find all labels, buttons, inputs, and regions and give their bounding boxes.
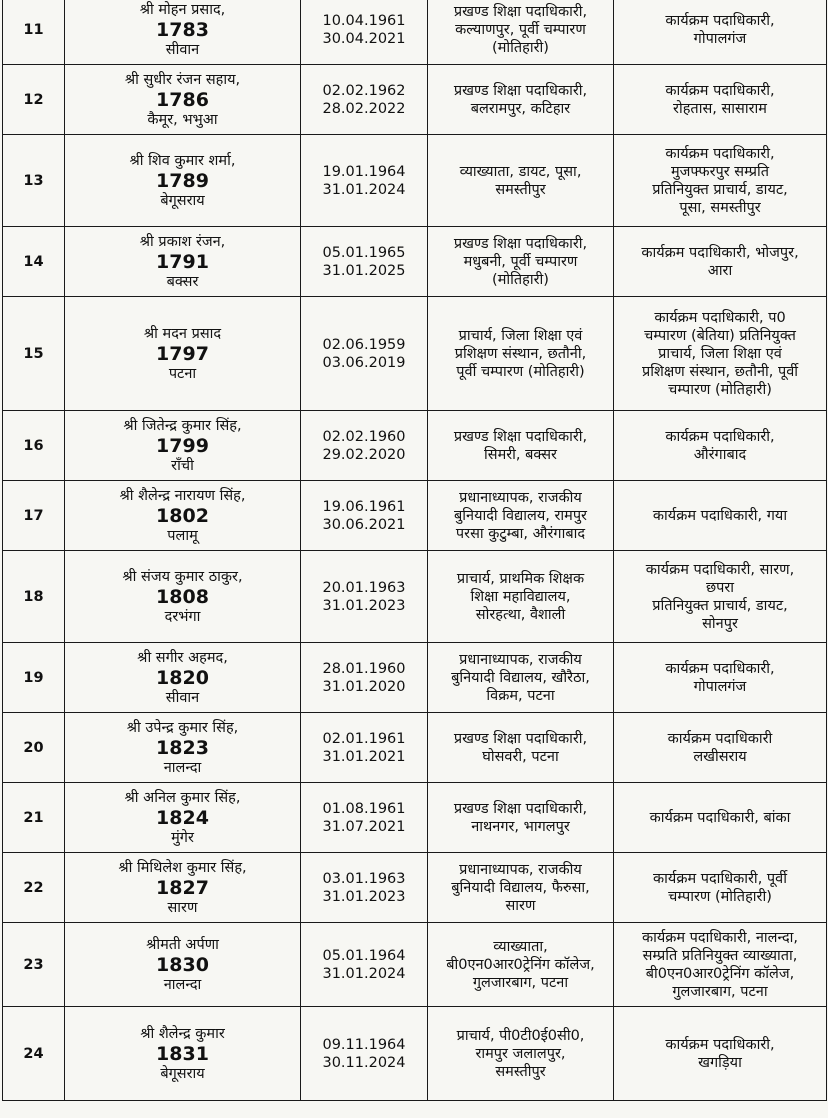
current-post-line: कल्याणपुर, पूर्वी चम्पारण	[455, 21, 586, 38]
date-of-birth: 02.02.1962	[322, 82, 406, 99]
current-post-line: सारण	[505, 897, 536, 914]
proposed-post-line: कार्यक्रम पदाधिकारी, सारण,	[645, 561, 795, 578]
proposed-post-line: प्रतिनियुक्त प्राचार्य, डायट,	[652, 597, 788, 614]
proposed-post-line: कार्यक्रम पदाधिकारी,	[665, 1036, 775, 1053]
officer-code: 1799	[156, 434, 209, 457]
date-of-birth: 09.11.1964	[322, 1036, 406, 1053]
table-row	[3, 297, 827, 411]
proposed-post-cell	[614, 227, 827, 297]
proposed-post-cell	[614, 853, 827, 923]
dates-cell	[301, 551, 428, 643]
date-of-birth: 28.01.1960	[322, 660, 406, 677]
proposed-post-line: कार्यक्रम पदाधिकारी, भोजपुर,	[641, 244, 799, 261]
table-row	[3, 783, 827, 853]
current-post-line: व्याख्याता,	[493, 938, 548, 955]
current-post-line: प्रखण्ड शिक्षा पदाधिकारी,	[453, 82, 588, 99]
officer-cell	[65, 713, 301, 783]
serial-number: 16	[3, 411, 65, 481]
retirement-date: 31.01.2024	[322, 181, 406, 198]
officer-code: 1802	[156, 504, 209, 527]
proposed-post-line: खगड़िया	[698, 1054, 742, 1071]
current-post-cell	[428, 1007, 614, 1101]
retirement-date: 30.04.2021	[322, 30, 406, 47]
table-row	[3, 1007, 827, 1101]
retirement-date: 31.07.2021	[322, 818, 406, 835]
table-row	[3, 135, 827, 227]
current-post-line: गुलजारबाग, पटना	[472, 974, 569, 991]
dates-cell	[301, 135, 428, 227]
officer-cell	[65, 923, 301, 1007]
dates-cell	[301, 227, 428, 297]
retirement-date: 30.06.2021	[322, 516, 406, 533]
dates-cell	[301, 713, 428, 783]
home-district: नालन्दा	[163, 759, 202, 776]
officer-code: 1831	[156, 1042, 209, 1065]
proposed-post-line: प्रशिक्षण संस्थान, छतौनी, पूर्वी	[641, 363, 799, 380]
home-district: मुंगेर	[171, 829, 194, 846]
home-district: पलामू	[167, 527, 198, 544]
dates-cell	[301, 411, 428, 481]
officer-code: 1827	[156, 876, 209, 899]
proposed-post-line: छपरा	[705, 579, 735, 596]
current-post-line: प्रधानाध्यापक, राजकीय	[459, 861, 582, 878]
officer-name: श्री सुधीर रंजन सहाय,	[124, 71, 241, 88]
current-post-line: प्रखण्ड शिक्षा पदाधिकारी,	[453, 3, 588, 20]
table-row	[3, 853, 827, 923]
officer-code: 1786	[156, 88, 209, 111]
home-district: सारण	[167, 899, 198, 916]
dates-cell	[301, 297, 428, 411]
officer-cell	[65, 1007, 301, 1101]
current-post-line: सिमरी, बक्सर	[484, 446, 557, 463]
date-of-birth: 05.01.1965	[322, 244, 406, 261]
proposed-post-line: कार्यक्रम पदाधिकारी, पूर्वी	[653, 870, 787, 887]
current-post-cell	[428, 135, 614, 227]
current-post-cell	[428, 713, 614, 783]
proposed-post-line: कार्यक्रम पदाधिकारी, बांका	[649, 809, 791, 826]
current-post-line: प्राचार्य, जिला शिक्षा एवं	[458, 327, 583, 344]
officer-code: 1789	[156, 169, 209, 192]
proposed-post-line: कार्यक्रम पदाधिकारी,	[665, 82, 775, 99]
officer-name: श्रीमती अर्पणा	[146, 936, 219, 953]
officer-name: श्री जितेन्द्र कुमार सिंह,	[123, 417, 242, 434]
current-post-line: बलरामपुर, कटिहार	[470, 100, 571, 117]
officer-code: 1824	[156, 806, 209, 829]
proposed-post-line: पूसा, समस्तीपुर	[679, 199, 761, 216]
current-post-line: नाथनगर, भागलपुर	[471, 818, 570, 835]
officer-cell	[65, 481, 301, 551]
officer-name: श्री उपेन्द्र कुमार सिंह,	[126, 719, 239, 736]
officer-code: 1783	[156, 18, 209, 41]
officer-cell	[65, 65, 301, 135]
proposed-post-line: कार्यक्रम पदाधिकारी,	[665, 660, 775, 677]
dates-cell	[301, 783, 428, 853]
current-post-line: प्रधानाध्यापक, राजकीय	[459, 651, 582, 668]
proposed-post-line: सम्प्रति प्रतिनियुक्त व्याख्याता,	[642, 947, 798, 964]
proposed-post-line: बी0एन0आर0ट्रेनिंग कॉलेज,	[645, 965, 795, 982]
proposed-post-line: चम्पारण (बेतिया) प्रतिनियुक्त	[644, 327, 796, 344]
current-post-line: प्रशिक्षण संस्थान, छतौनी,	[454, 345, 587, 362]
home-district: सीवान	[165, 41, 200, 58]
proposed-post-line: कार्यक्रम पदाधिकारी,	[665, 12, 775, 29]
table-row	[3, 411, 827, 481]
officer-name: श्री सगीर अहमद,	[137, 649, 228, 666]
date-of-birth: 05.01.1964	[322, 947, 406, 964]
proposed-post-line: गोपालगंज	[693, 678, 747, 695]
serial-number: 17	[3, 481, 65, 551]
proposed-post-cell	[614, 551, 827, 643]
date-of-birth: 20.01.1963	[322, 579, 406, 596]
current-post-line: मधुबनी, पूर्वी चम्पारण	[463, 253, 578, 270]
current-post-line: (मोतिहारी)	[492, 271, 549, 288]
serial-number: 21	[3, 783, 65, 853]
officer-name: श्री शैलेन्द्र नारायण सिंह,	[119, 487, 246, 504]
serial-number: 11	[3, 0, 65, 65]
retirement-date: 31.01.2023	[322, 597, 406, 614]
dates-cell	[301, 481, 428, 551]
current-post-line: परसा कुटुम्बा, औरंगाबाद	[455, 525, 586, 542]
proposed-post-cell	[614, 713, 827, 783]
retirement-date: 31.01.2023	[322, 888, 406, 905]
retirement-date: 31.01.2025	[322, 262, 406, 279]
current-post-line: सोरहत्था, वैशाली	[475, 606, 566, 623]
proposed-post-line: गुलजारबाग, पटना	[672, 983, 768, 1000]
current-post-cell	[428, 783, 614, 853]
home-district: नालन्दा	[163, 976, 202, 993]
proposed-post-line: कार्यक्रम पदाधिकारी, प0	[654, 309, 786, 326]
current-post-line: प्रखण्ड शिक्षा पदाधिकारी,	[453, 235, 588, 252]
retirement-date: 31.01.2024	[322, 965, 406, 982]
current-post-line: प्रखण्ड शिक्षा पदाधिकारी,	[453, 800, 588, 817]
current-post-line: विक्रम, पटना	[486, 687, 555, 704]
proposed-post-line: मुजफ्फरपुर सम्प्रति	[670, 163, 770, 180]
current-post-cell	[428, 0, 614, 65]
proposed-post-line: रोहतास, सासाराम	[673, 100, 767, 117]
serial-number: 20	[3, 713, 65, 783]
retirement-date: 31.01.2021	[322, 748, 406, 765]
officer-code: 1820	[156, 666, 209, 689]
officer-name: श्री मिथिलेश कुमार सिंह,	[118, 859, 247, 876]
officer-name: श्री शिव कुमार शर्मा,	[129, 152, 236, 169]
officer-cell	[65, 0, 301, 65]
current-post-line: प्राचार्य, प्राथमिक शिक्षक	[456, 570, 585, 587]
proposed-post-cell	[614, 1007, 827, 1101]
current-post-cell	[428, 853, 614, 923]
proposed-post-cell	[614, 643, 827, 713]
current-post-line: बुनियादी विद्यालय, रामपुर	[453, 507, 587, 524]
dates-cell	[301, 853, 428, 923]
date-of-birth: 01.08.1961	[322, 800, 406, 817]
proposed-post-line: गोपालगंज	[693, 30, 747, 47]
date-of-birth: 02.02.1960	[322, 428, 406, 445]
retirement-date: 30.11.2024	[322, 1054, 406, 1071]
proposed-post-line: कार्यक्रम पदाधिकारी	[667, 730, 773, 747]
table-row	[3, 551, 827, 643]
proposed-post-cell	[614, 135, 827, 227]
current-post-line: बी0एन0आर0ट्रेनिंग कॉलेज,	[446, 956, 595, 973]
roster-body	[3, 0, 827, 1101]
home-district: सीवान	[165, 689, 200, 706]
table-row	[3, 481, 827, 551]
proposed-post-cell	[614, 297, 827, 411]
current-post-cell	[428, 297, 614, 411]
home-district: पटना	[168, 365, 197, 382]
table-row	[3, 713, 827, 783]
proposed-post-cell	[614, 783, 827, 853]
proposed-post-line: कार्यक्रम पदाधिकारी,	[665, 428, 775, 445]
date-of-birth: 03.01.1963	[322, 870, 406, 887]
date-of-birth: 19.01.1964	[322, 163, 406, 180]
current-post-cell	[428, 923, 614, 1007]
current-post-line: प्रखण्ड शिक्षा पदाधिकारी,	[453, 730, 588, 747]
serial-number: 19	[3, 643, 65, 713]
officer-name: श्री अनिल कुमार सिंह,	[124, 789, 241, 806]
proposed-post-line: सोनपुर	[702, 615, 738, 632]
proposed-post-line: प्रतिनियुक्त प्राचार्य, डायट,	[652, 181, 788, 198]
home-district: बेगूसराय	[160, 1065, 205, 1082]
current-post-line: रामपुर जलालपुर,	[475, 1045, 566, 1062]
current-post-line: प्रखण्ड शिक्षा पदाधिकारी,	[453, 428, 588, 445]
proposed-post-cell	[614, 481, 827, 551]
officer-cell	[65, 551, 301, 643]
current-post-line: पूर्वी चम्पारण (मोतिहारी)	[456, 363, 585, 380]
officer-name: श्री प्रकाश रंजन,	[139, 233, 226, 250]
retirement-date: 29.02.2020	[322, 446, 406, 463]
current-post-line: शिक्षा महाविद्यालय,	[470, 588, 571, 605]
proposed-post-cell	[614, 65, 827, 135]
officer-code: 1791	[156, 250, 209, 273]
current-post-line: प्रधानाध्यापक, राजकीय	[459, 489, 582, 506]
current-post-cell	[428, 643, 614, 713]
proposed-post-line: आरा	[707, 262, 733, 279]
officer-code: 1830	[156, 953, 209, 976]
home-district: बक्सर	[166, 273, 199, 290]
current-post-line: व्याख्याता, डायट, पूसा,	[459, 163, 582, 180]
proposed-post-line: चम्पारण (मोतिहारी)	[668, 888, 772, 905]
current-post-line: बुनियादी विद्यालय, फैरुसा,	[451, 879, 590, 896]
proposed-post-line: कार्यक्रम पदाधिकारी, गया	[652, 507, 788, 524]
current-post-cell	[428, 65, 614, 135]
officer-cell	[65, 411, 301, 481]
retirement-date: 31.01.2020	[322, 678, 406, 695]
table-row	[3, 643, 827, 713]
officer-code: 1808	[156, 585, 209, 608]
serial-number: 23	[3, 923, 65, 1007]
home-district: कैमूर, भभुआ	[147, 111, 218, 128]
proposed-post-line: कार्यक्रम पदाधिकारी,	[665, 145, 775, 162]
officer-code: 1823	[156, 736, 209, 759]
current-post-cell	[428, 227, 614, 297]
serial-number: 14	[3, 227, 65, 297]
table-row	[3, 923, 827, 1007]
dates-cell	[301, 0, 428, 65]
officer-cell	[65, 297, 301, 411]
officer-name: श्री संजय कुमार ठाकुर,	[122, 568, 243, 585]
table-row	[3, 65, 827, 135]
serial-number: 15	[3, 297, 65, 411]
current-post-cell	[428, 411, 614, 481]
date-of-birth: 10.04.1961	[322, 12, 406, 29]
officer-cell	[65, 853, 301, 923]
current-post-line: (मोतिहारी)	[492, 39, 549, 56]
current-post-line: प्राचार्य, पी0टी0ई0सी0,	[456, 1027, 585, 1044]
proposed-post-line: चम्पारण (मोतिहारी)	[668, 381, 772, 398]
serial-number: 12	[3, 65, 65, 135]
proposed-post-cell	[614, 0, 827, 65]
table-row	[3, 0, 827, 65]
current-post-line: समस्तीपुर	[495, 181, 546, 198]
proposed-post-line: लखीसराय	[693, 748, 747, 765]
home-district: बेगूसराय	[160, 192, 205, 209]
home-district: दरभंगा	[164, 608, 201, 625]
current-post-line: घोसवरी, पटना	[482, 748, 559, 765]
current-post-cell	[428, 481, 614, 551]
table-row	[3, 227, 827, 297]
home-district: राँची	[171, 457, 194, 474]
serial-number: 13	[3, 135, 65, 227]
officer-cell	[65, 783, 301, 853]
officer-roster-table	[2, 0, 827, 1101]
proposed-post-line: औरंगाबाद	[693, 446, 747, 463]
dates-cell	[301, 643, 428, 713]
proposed-post-cell	[614, 923, 827, 1007]
serial-number: 24	[3, 1007, 65, 1101]
officer-cell	[65, 643, 301, 713]
proposed-post-line: कार्यक्रम पदाधिकारी, नालन्दा,	[641, 929, 799, 946]
retirement-date: 03.06.2019	[322, 354, 406, 371]
retirement-date: 28.02.2022	[322, 100, 406, 117]
date-of-birth: 02.06.1959	[322, 336, 406, 353]
dates-cell	[301, 65, 428, 135]
dates-cell	[301, 1007, 428, 1101]
current-post-line: बुनियादी विद्यालय, खौरैठा,	[451, 669, 590, 686]
current-post-cell	[428, 551, 614, 643]
dates-cell	[301, 923, 428, 1007]
proposed-post-line: प्राचार्य, जिला शिक्षा एवं	[658, 345, 782, 362]
date-of-birth: 19.06.1961	[322, 498, 406, 515]
proposed-post-cell	[614, 411, 827, 481]
current-post-line: समस्तीपुर	[495, 1063, 546, 1080]
officer-code: 1797	[156, 342, 209, 365]
serial-number: 18	[3, 551, 65, 643]
officer-cell	[65, 135, 301, 227]
officer-name: श्री शैलेन्द्र कुमार	[140, 1025, 225, 1042]
officer-name: श्री मदन प्रसाद	[143, 325, 222, 342]
date-of-birth: 02.01.1961	[322, 730, 406, 747]
officer-cell	[65, 227, 301, 297]
serial-number: 22	[3, 853, 65, 923]
officer-name: श्री मोहन प्रसाद,	[139, 1, 226, 18]
